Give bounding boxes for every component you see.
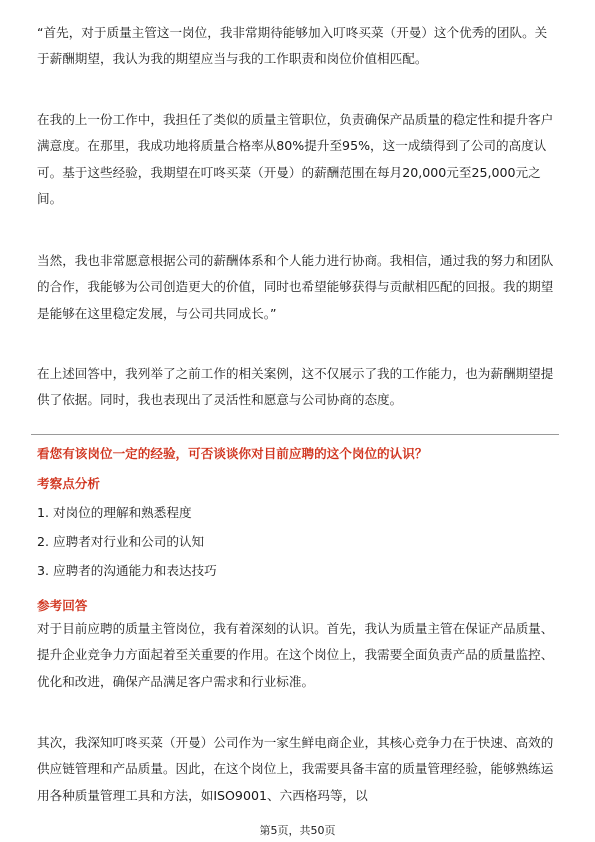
analysis-item: 1. 对岗位的理解和熟悉程度: [37, 505, 192, 520]
analysis-heading: 考察点分析: [37, 476, 100, 491]
analysis-item: 2. 应聘者对行业和公司的认知: [37, 534, 205, 549]
answer-paragraph-1: “首先，对于质量主管这一岗位，我非常期待能够加入叮咚买菜（开曼）这个优秀的团队。关于薪酬期望，我认为我的期望应当与我的工作职责和岗位价值相匹配。: [37, 25, 548, 67]
reference-paragraph-1: 对于目前应聘的质量主管岗位，我有着深刻的认识。首先，我认为质量主管在保证产品质量、提升企业竞争力方面起着至关重要的作用。在这个岗位上，我需要全面负责产品的质量监控、优化和改进，确保产品满足客户需求和行业标准。: [37, 621, 554, 689]
answer-paragraph-4: 在上述回答中，我列举了之前工作的相关案例，这不仅展示了我的工作能力，也为薪酬期望提供了依据。同时，我也表现出了灵活性和愿意与公司协商的态度。: [37, 366, 554, 408]
reference-paragraph-2: 其次，我深知叮咚买菜（开曼）公司作为一家生鲜电商企业，其核心竞争力在于快速、高效的供应链管理和产品质量。因此，在这个岗位上，我需要具备丰富的质量管理经验，能够熟练运用各种质量管理工具和方法，如ISO9001、六西格玛等，以: [37, 735, 554, 803]
answer-paragraph-3: 当然，我也非常愿意根据公司的薪酬体系和个人能力进行协商。我相信，通过我的努力和团队的合作，我能够为公司创造更大的价值，同时也希望能够获得与贡献相匹配的回报。我的期望是能够在这里稳定发展，与公司共同成长。”: [37, 253, 554, 321]
reference-heading: 参考回答: [37, 598, 88, 613]
interview-question: 看您有该岗位一定的经验，可否谈谈你对目前应聘的这个岗位的认识？: [37, 446, 428, 461]
answer-paragraph-2: 在我的上一份工作中，我担任了类似的质量主管职位，负责确保产品质量的稳定性和提升客户满意度。在那里，我成功地将质量合格率从80%提升至95%，这一成绩得到了公司的高度认可。基于这些经验，我期望在叮咚买菜（开曼）的薪酬范围在每月20,000元至25,000元之间。: [37, 112, 554, 206]
page-number: 第5页，共50页: [259, 824, 336, 837]
analysis-item: 3. 应聘者的沟通能力和表达技巧: [37, 563, 217, 578]
section-divider: [31, 434, 559, 435]
